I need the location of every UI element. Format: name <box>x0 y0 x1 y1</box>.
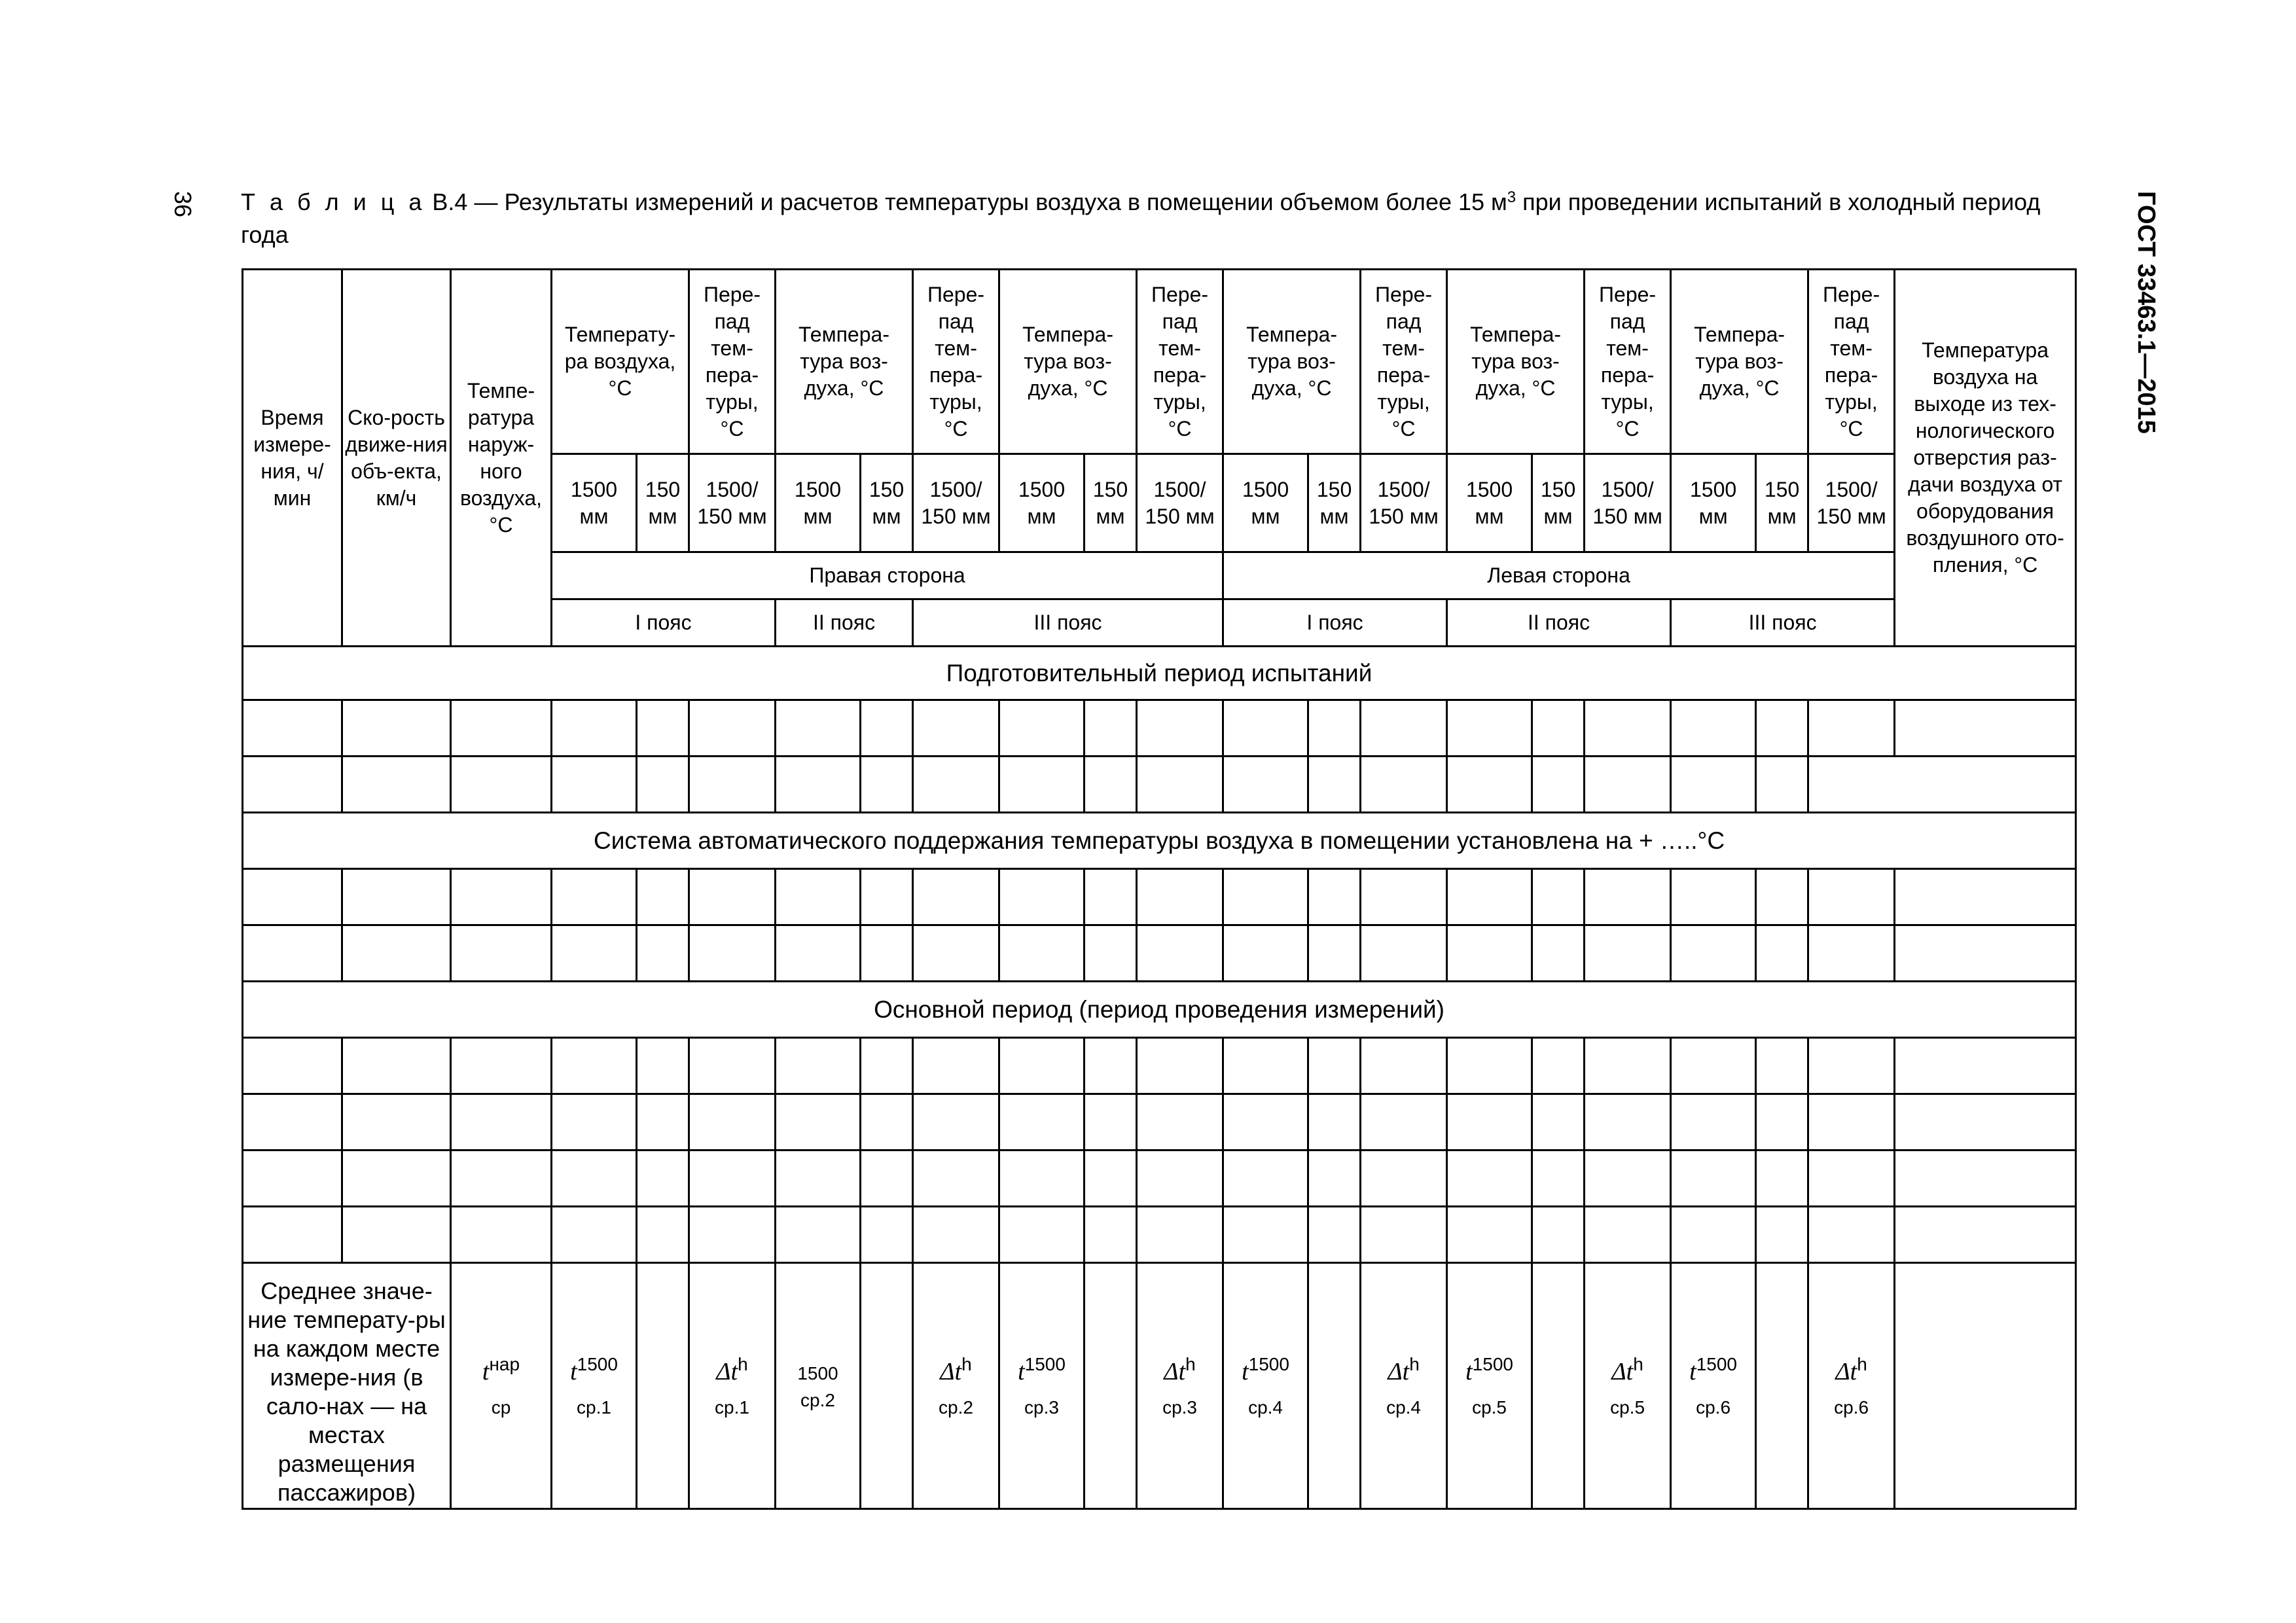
formula-t1: $t^{1500}$ $_{ср.1}$ <box>552 1263 637 1509</box>
average-row <box>243 1263 2076 1509</box>
header-1500: 1500 мм <box>776 454 861 552</box>
formula-d5: $\Delta t^h$ $_{ср.5}$ <box>1585 1263 1671 1509</box>
header-1500: 1500 мм <box>1447 454 1532 552</box>
table-row <box>243 1038 2076 1094</box>
section-row <box>243 647 2076 700</box>
header-belt: II пояс <box>1447 599 1671 647</box>
header-150: 150 мм <box>1085 454 1137 552</box>
document-code: ГОСТ 33463.1—2015 <box>2132 191 2160 434</box>
header-left-side: Левая сторона <box>1223 552 1895 599</box>
section-prep: Подготовительный период испытаний <box>243 647 2076 700</box>
header-air-temp: Темпера-тура воз-духа, °С <box>1671 270 1808 454</box>
header-belt: III пояс <box>913 599 1223 647</box>
header-1500: 1500 мм <box>1671 454 1756 552</box>
header-speed: Ско-рость движе-ния объ-екта, км/ч <box>342 270 451 647</box>
page-number: 36 <box>170 191 196 218</box>
header-temp-diff: Пере-пад тем-пера-туры, °С <box>689 270 776 454</box>
section-auto: Система автоматического поддержания температуры воздуха в помещении установлена на + …..°С <box>243 813 2076 869</box>
header-outlet-temp: Температура воздуха на выходе из тех-нологического отверстия раз-дачи воздуха от оборудования воздушного ото-пления, °С <box>1895 270 2076 647</box>
header-temp-diff: Пере-пад тем-пера-туры, °С <box>1808 270 1895 454</box>
table-row <box>243 700 2076 757</box>
header-150: 150 мм <box>1532 454 1585 552</box>
header-belt: III пояс <box>1671 599 1895 647</box>
header-1500: 1500 мм <box>1223 454 1308 552</box>
table-row <box>243 925 2076 982</box>
section-row <box>243 813 2076 869</box>
header-right-side: Правая сторона <box>552 552 1223 599</box>
table-caption <box>241 186 2073 251</box>
header-1500-150: 1500/ 150 мм <box>689 454 776 552</box>
table-row <box>243 1207 2076 1263</box>
header-outdoor-temp: Темпе-ратура наруж-ного воздуха, °С <box>451 270 552 647</box>
header-belt: II пояс <box>776 599 913 647</box>
formula-d6: $\Delta t^h$ $_{ср.6}$ <box>1808 1263 1895 1509</box>
section-row <box>243 982 2076 1038</box>
header-air-temp: Темпера-тура воз-духа, °С <box>1447 270 1585 454</box>
formula-d3: $\Delta t^h$ $_{ср.3}$ <box>1137 1263 1223 1509</box>
section-main: Основной период (период проведения измерений) <box>243 982 2076 1038</box>
header-air-temp: Темпера-тура воз-духа, °С <box>776 270 913 454</box>
header-150: 150 мм <box>637 454 689 552</box>
header-air-temp: Темпера-тура воз-духа, °С <box>999 270 1137 454</box>
header-belt: I пояс <box>552 599 776 647</box>
header-temp-diff: Пере-пад тем-пера-туры, °С <box>913 270 999 454</box>
formula-t3: $t^{1500}$ $_{ср.3}$ <box>999 1263 1085 1509</box>
formula-t2: 1500 ср.2 <box>776 1263 861 1509</box>
header-150: 150 мм <box>1756 454 1808 552</box>
caption-text: В.4 — Результаты измерений и расчетов температуры воздуха в помещении объемом более 15 м <box>432 188 1507 215</box>
formula-t-outdoor: $t^{нар}$ $_{ср}$ <box>451 1263 552 1509</box>
formula-t4: $t^{1500}$ $_{ср.4}$ <box>1223 1263 1308 1509</box>
header-1500-150: 1500/ 150 мм <box>913 454 999 552</box>
header-1500-150: 1500/ 150 мм <box>1361 454 1447 552</box>
header-air-temp: Темпера-тура воз-духа, °С <box>1223 270 1361 454</box>
caption-text-after: при проведении испытаний в холодный период года <box>241 188 2041 248</box>
table-row <box>243 757 2076 813</box>
formula-t6: $t^{1500}$ $_{ср.6}$ <box>1671 1263 1756 1509</box>
header-temp-diff: Пере-пад тем-пера-туры, °С <box>1585 270 1671 454</box>
header-1500-150: 1500/ 150 мм <box>1585 454 1671 552</box>
header-1500-150: 1500/ 150 мм <box>1808 454 1895 552</box>
formula-d1: $\Delta t^h$ $_{ср.1}$ <box>689 1263 776 1509</box>
caption-superscript: 3 <box>1507 188 1516 206</box>
header-temp-diff: Пере-пад тем-пера-туры, °С <box>1361 270 1447 454</box>
table-row <box>243 869 2076 925</box>
table-row <box>243 1150 2076 1207</box>
header-air-temp: Температу-ра воздуха, °С <box>552 270 689 454</box>
header-150: 150 мм <box>1308 454 1361 552</box>
header-time: Время измере-ния, ч/мин <box>243 270 342 647</box>
results-table <box>242 268 2077 1510</box>
average-label: Среднее значе-ние температу-ры на каждом месте измере-ния (в сало-нах — на местах размещения пассажиров) <box>243 1263 451 1509</box>
header-1500-150: 1500/ 150 мм <box>1137 454 1223 552</box>
caption-label: Т а б л и ц а <box>241 188 426 215</box>
header-1500: 1500 мм <box>999 454 1085 552</box>
table-row <box>243 1094 2076 1150</box>
formula-d4: $\Delta t^h$ $_{ср.4}$ <box>1361 1263 1447 1509</box>
header-belt: I пояс <box>1223 599 1447 647</box>
header-150: 150 мм <box>861 454 913 552</box>
header-row <box>243 270 2076 454</box>
header-temp-diff: Пере-пад тем-пера-туры, °С <box>1137 270 1223 454</box>
header-1500: 1500 мм <box>552 454 637 552</box>
formula-d2: $\Delta t^h$ $_{ср.2}$ <box>913 1263 999 1509</box>
formula-t5: $t^{1500}$ $_{ср.5}$ <box>1447 1263 1532 1509</box>
